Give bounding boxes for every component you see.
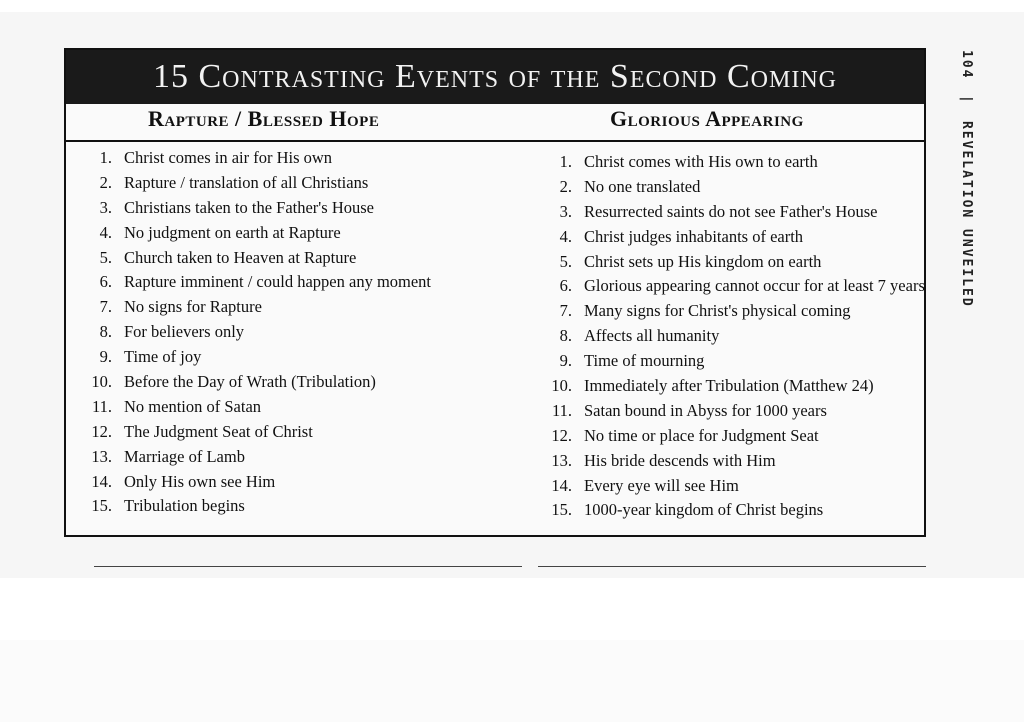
item-number: 2. [559,176,572,196]
item-number: 9. [559,351,572,371]
list-item [78,445,431,470]
item-text: Marriage of Lamb [124,446,245,466]
item-number: 6. [99,272,112,292]
item-text: Christ judges inhabitants of earth [584,226,804,246]
list-item [538,498,925,523]
list-item [78,246,431,271]
list-item [78,320,431,345]
list-item [78,221,431,246]
item-number: 13. [91,446,112,466]
item-number: 5. [99,247,112,267]
item-number: 10. [551,376,572,396]
comparison-table [64,48,926,537]
list-item [78,146,431,171]
list-item [538,374,925,399]
list-item [538,225,925,250]
item-text: Glorious appearing cannot occur for at least 7 years [584,276,925,296]
item-text: The Judgment Seat of Christ [124,421,313,441]
item-text: Only His own see Him [124,471,276,491]
list-item [78,470,431,495]
item-text: Affects all humanity [584,326,720,346]
item-text: Church taken to Heaven at Rapture [124,247,357,267]
scan-background [0,640,1024,722]
list-item [538,349,925,374]
item-number: 3. [99,197,112,217]
item-number: 6. [559,276,572,296]
item-text: Satan bound in Abyss for 1000 years [584,400,827,420]
list-item [78,295,431,320]
footer-rule-right [538,566,926,567]
running-header [954,50,974,308]
list-item [538,324,925,349]
page-number: 104 [959,50,974,80]
item-number: 15. [551,500,572,520]
item-number: 9. [99,347,112,367]
right-column-heading: Glorious Appearing [610,106,804,131]
item-text: Tribulation begins [124,496,245,516]
list-item [538,175,925,200]
list-item [538,424,925,449]
item-number: 11. [91,396,112,416]
item-number: 12. [551,425,572,445]
list-item [538,449,925,474]
item-number: 1. [99,148,112,167]
item-text: No time or place for Judgment Seat [584,425,819,445]
item-text: Immediately after Tribulation (Matthew 24) [584,376,874,396]
item-text: No mention of Satan [124,396,262,416]
rapture-list [78,146,431,519]
item-text: Christ sets up His kingdom on earth [584,251,822,271]
list-item [538,150,925,175]
item-text: No judgment on earth at Rapture [124,222,341,242]
item-number: 4. [559,226,572,246]
item-number: 13. [551,450,572,470]
item-number: 3. [559,201,572,221]
item-number: 2. [99,172,112,192]
item-text: Many signs for Christ's physical coming [584,301,851,321]
list-item [538,200,925,225]
item-number: 7. [559,301,572,321]
list-item [538,250,925,275]
item-text: No one translated [584,176,701,196]
list-item [78,420,431,445]
appearing-list [538,150,925,523]
list-item [538,399,925,424]
item-text: Resurrected saints do not see Father's House [584,201,878,221]
item-number: 8. [99,322,112,342]
item-number: 14. [91,471,112,491]
left-column-heading: Rapture / Blessed Hope [148,106,380,131]
item-number: 5. [559,251,572,271]
list-item [78,345,431,370]
item-number: 11. [551,400,572,420]
list-item [78,270,431,295]
list-item [78,171,431,196]
item-text: Christ comes with His own to earth [584,152,818,171]
item-text: Rapture / translation of all Christians [124,172,369,192]
item-text: His bride descends with Him [584,450,776,470]
list-item [78,494,431,519]
list-item [538,299,925,324]
header-separator: | [959,95,974,106]
item-number: 14. [551,475,572,495]
list-item [78,370,431,395]
book-title: REVELATION UNVEILED [959,120,974,308]
item-number: 1. [559,152,572,171]
item-text: Rapture imminent / could happen any moment [124,272,432,292]
item-text: For believers only [124,322,245,342]
item-text: Time of mourning [584,351,705,371]
list-item [78,196,431,221]
item-text: Before the Day of Wrath (Tribulation) [124,372,376,392]
column-headings [66,104,924,142]
item-number: 15. [91,496,112,516]
table-title: 15 Contrasting Events of the Second Coming [66,50,924,104]
item-text: 1000-year kingdom of Christ begins [584,500,824,520]
list-item [538,274,925,299]
footer-rule-left [94,566,522,567]
item-text: No signs for Rapture [124,297,262,317]
list-item [538,474,925,499]
item-number: 12. [91,421,112,441]
item-number: 10. [91,372,112,392]
item-text: Every eye will see Him [584,475,739,495]
item-number: 4. [99,222,112,242]
item-number: 7. [99,297,112,317]
item-text: Christians taken to the Father's House [124,197,374,217]
item-number: 8. [559,326,572,346]
item-text: Time of joy [124,347,202,367]
item-text: Christ comes in air for His own [124,148,333,167]
list-item [78,395,431,420]
